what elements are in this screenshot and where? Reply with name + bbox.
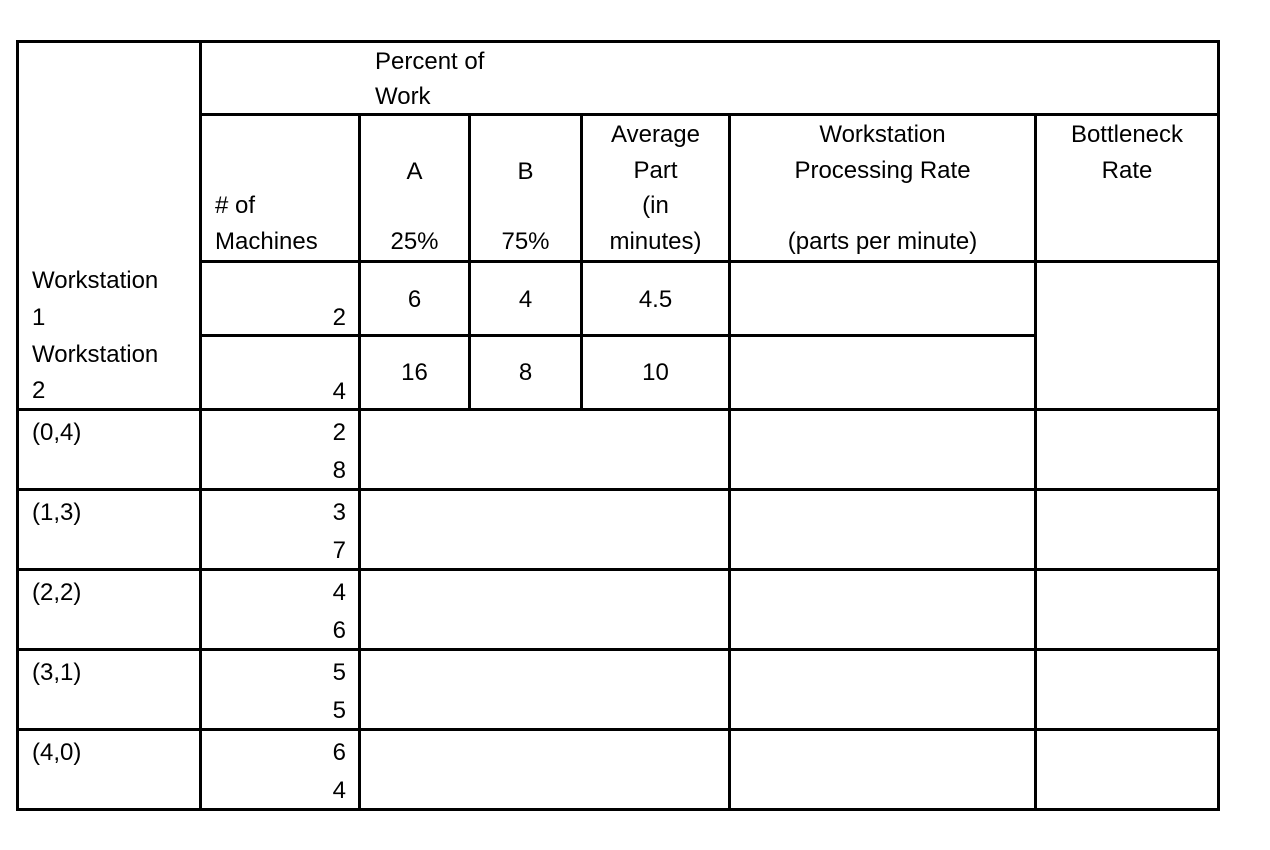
col-b-percent: 75% bbox=[501, 228, 550, 255]
workstation-label: Workstation bbox=[32, 267, 159, 294]
row-divider bbox=[16, 648, 1220, 651]
average-part-header: Average bbox=[611, 121, 700, 148]
table-border-left bbox=[16, 40, 19, 811]
col-b-header: B bbox=[517, 158, 534, 185]
row-divider bbox=[16, 728, 1220, 731]
header-bottom-line bbox=[200, 260, 1220, 263]
col-divider bbox=[1034, 113, 1037, 811]
processing-rate-header: (parts per minute) bbox=[787, 228, 978, 255]
num-machines-header: # of bbox=[215, 192, 256, 219]
bottleneck-rate-header: Rate bbox=[1101, 157, 1153, 184]
machines-ws2: 4 bbox=[332, 777, 346, 804]
table-border-top bbox=[16, 40, 1220, 43]
row-divider bbox=[16, 408, 1220, 411]
table-border-bottom bbox=[16, 808, 1220, 811]
workstation-label: Workstation bbox=[32, 341, 159, 368]
machines-ws2: 7 bbox=[332, 537, 346, 564]
machines-ws1: 2 bbox=[332, 419, 346, 446]
machines-ws2: 8 bbox=[332, 457, 346, 484]
num-machines-header: Machines bbox=[215, 228, 318, 255]
machines-ws2: 5 bbox=[332, 697, 346, 724]
workstation-label: 1 bbox=[32, 304, 46, 331]
header-divider bbox=[200, 113, 1220, 116]
processing-rate-header: Workstation bbox=[819, 121, 946, 148]
machines-ws1: 5 bbox=[332, 659, 346, 686]
col-a-percent: 25% bbox=[390, 228, 439, 255]
machines-ws1: 6 bbox=[332, 739, 346, 766]
machines-ws1: 3 bbox=[332, 499, 346, 526]
col-a-header: A bbox=[406, 158, 423, 185]
processing-rate-header: Processing Rate bbox=[794, 157, 971, 184]
col-divider bbox=[358, 113, 361, 811]
row-divider bbox=[16, 568, 1220, 571]
average-time: 4.5 bbox=[638, 286, 673, 313]
machine-count: 2 bbox=[332, 304, 346, 331]
workstation-label: 2 bbox=[32, 377, 46, 404]
time-a: 6 bbox=[407, 286, 422, 313]
time-a: 16 bbox=[401, 359, 428, 386]
machine-count: 4 bbox=[332, 378, 346, 405]
machines-ws2: 6 bbox=[332, 617, 346, 644]
average-part-header: Part bbox=[633, 157, 678, 184]
average-time: 10 bbox=[642, 359, 669, 386]
machines-ws1: 4 bbox=[332, 579, 346, 606]
average-part-header: minutes) bbox=[609, 228, 702, 255]
allocation-label: (3,1) bbox=[32, 659, 82, 686]
row-divider bbox=[16, 488, 1220, 491]
col-divider bbox=[728, 113, 731, 811]
table-border-right bbox=[1217, 40, 1220, 811]
average-part-header: (in bbox=[642, 192, 669, 219]
allocation-label: (1,3) bbox=[32, 499, 82, 526]
time-b: 8 bbox=[518, 359, 533, 386]
percent-of-work-header: Percent of bbox=[375, 48, 485, 75]
allocation-label: (0,4) bbox=[32, 419, 82, 446]
allocation-label: (2,2) bbox=[32, 579, 82, 606]
allocation-label: (4,0) bbox=[32, 739, 82, 766]
bottleneck-rate-header: Bottleneck bbox=[1070, 121, 1184, 148]
time-b: 4 bbox=[518, 286, 533, 313]
percent-of-work-header: Work bbox=[375, 83, 431, 110]
